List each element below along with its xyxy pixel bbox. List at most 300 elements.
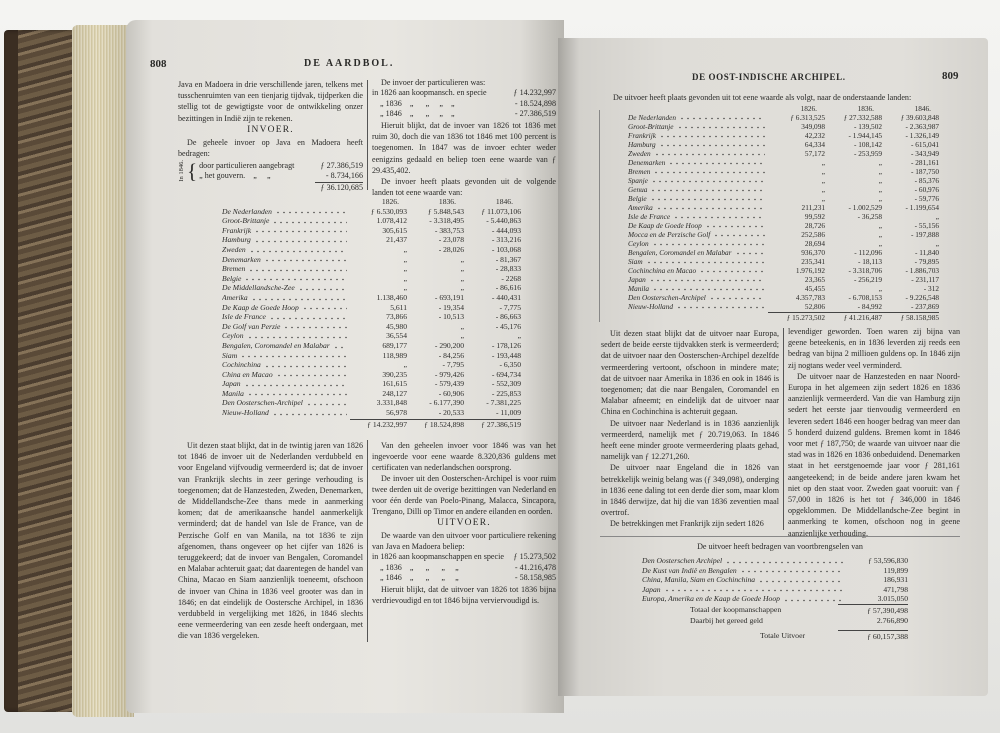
export-table-country-name: Genua xyxy=(628,185,648,194)
export-table-value: - 36,258 xyxy=(857,212,882,221)
export-table-total-value: ƒ 58.158,985 xyxy=(882,312,939,322)
export-table-value: - 85,376 xyxy=(914,176,939,185)
uitvoer-line xyxy=(372,573,556,584)
import-table-value: - 693,191 xyxy=(434,292,464,302)
import-table-total-value: ƒ 27.386,519 xyxy=(464,419,521,430)
export-table-row xyxy=(628,140,940,149)
export-table-country-cell xyxy=(628,140,768,149)
export-analysis-paragraph: Uit dezen staat blijkt dat de uitvoer naar Europa, sedert de beide eerste tijdvakken sterk is vermeerderd; dat de uitvoer naar den Oosterschen-Archipel dezelfde vermeerdering vertoont, ofschoon in mindere mate; dat de uitvoer naar Amerika in 1836 en ook in 1846 is toegenomen; dat die naar Bengalen, Coromandel en Malabar afneemt; en eindelijk dat de uitvoer naar China en Cochinchina is achteruit gegaan. xyxy=(601,329,779,417)
import-table-value: 5,611 xyxy=(390,302,407,312)
import-table-country-name: De Golf van Perzie xyxy=(222,321,281,331)
summary-dot-leader xyxy=(758,580,843,583)
left-top-column xyxy=(178,79,363,193)
import-table-row xyxy=(222,398,522,408)
import-table-country-cell xyxy=(222,216,350,226)
export-table-country-name: Japan xyxy=(628,275,646,284)
export-table-row xyxy=(628,248,940,257)
export-table-value: 28,726 xyxy=(804,221,825,230)
import-table-value: - 45,176 xyxy=(495,321,521,331)
import-table-dot-leader xyxy=(302,307,347,310)
export-table-header xyxy=(628,104,940,113)
import-table-value: 56,978 xyxy=(386,408,407,418)
export-table-intro-block xyxy=(604,92,964,103)
export-summary-list xyxy=(642,556,908,604)
import-table-row xyxy=(222,283,522,293)
export-table-row xyxy=(628,284,940,293)
export-table-row xyxy=(628,275,940,284)
summary-dot-leader xyxy=(740,570,843,573)
export-table-year-label: 1846. xyxy=(914,104,931,113)
export-table-value: 42,232 xyxy=(804,131,825,140)
export-table-row xyxy=(628,113,940,122)
export-table-value: 235,341 xyxy=(801,257,825,266)
particulieren-line-value: ƒ 14.232,997 xyxy=(513,88,556,98)
export-table-value: „ xyxy=(821,158,825,167)
import-table-country-name: Zweden xyxy=(222,244,246,254)
export-table-dot-leader xyxy=(659,144,765,147)
export-table-row xyxy=(628,185,940,194)
export-table-value: - 11,840 xyxy=(914,248,939,257)
import-table-country-cell xyxy=(222,245,350,255)
book-cover xyxy=(4,30,80,712)
export-analysis-paragraph: De uitvoer naar Nederland is in 1836 aanzienlijk vermeerderd, namelijk met ƒ 20.719,063. In 1846 heeft eene minder groote vermeerdering plaats gehad, namelijk van ƒ 12.271,260. xyxy=(601,418,779,462)
export-table-country-name: Zweden xyxy=(628,149,651,158)
export-table-value: - 9.226,548 xyxy=(905,293,939,302)
export-table-country-cell xyxy=(628,257,768,266)
import-table-value: - 313,216 xyxy=(491,235,521,245)
export-table-country-name: Spanje xyxy=(628,176,648,185)
export-table-value: 936,370 xyxy=(801,248,825,257)
export-table-country-cell xyxy=(628,203,768,212)
export-table-country-cell xyxy=(628,275,768,284)
export-table-dot-leader xyxy=(650,189,765,192)
import-table-value: „ xyxy=(460,264,464,274)
export-summary-totals xyxy=(690,604,908,641)
export-table-row xyxy=(628,131,940,140)
import-table-value: - 11,009 xyxy=(495,408,521,418)
import-table-dot-leader xyxy=(254,240,347,243)
export-table-value: „ xyxy=(878,194,882,203)
summary-item xyxy=(642,594,908,604)
uitvoer-heading: UITVOER. xyxy=(437,518,491,528)
export-table-country-name: Manila xyxy=(628,284,650,293)
particulieren-line-label: „ 1836 „ „ „ „ xyxy=(380,98,455,108)
uitvoer-line-label: in 1826 aan koopmanschappen en specie xyxy=(372,552,504,561)
summary-item-label: De Kust van Indië en Bengalen xyxy=(642,565,737,575)
export-table-dot-leader xyxy=(651,180,765,183)
export-table-country-cell xyxy=(628,149,768,158)
export-table-country-name: Belgie xyxy=(628,194,647,203)
import-table-country-cell xyxy=(222,274,350,284)
import-table-year-label: 1846. xyxy=(495,197,513,206)
export-table-value: - 312 xyxy=(923,284,939,293)
invoer-total-value: ƒ 36.120,685 xyxy=(315,182,364,192)
export-table-value: 99,592 xyxy=(804,212,825,221)
import-table-value: - 5.440,863 xyxy=(486,216,521,226)
import-table-dot-leader xyxy=(248,269,347,272)
summary-item-label: China, Manila, Siam en Cochinchina xyxy=(642,575,756,585)
import-table-value: „ xyxy=(460,321,464,331)
particulieren-line xyxy=(372,99,556,110)
export-table-row xyxy=(628,302,940,311)
import-table-value: 689,177 xyxy=(382,340,407,350)
import-table-value: 161,615 xyxy=(382,379,407,389)
invoer-lines xyxy=(199,161,363,182)
import-table-value: - 3.318,495 xyxy=(429,216,464,226)
import-table-country-cell xyxy=(222,389,350,399)
export-table-country-name: Ceylon xyxy=(628,239,649,248)
import-table-dot-leader xyxy=(249,250,347,253)
import-table-row xyxy=(222,226,522,236)
export-table-country-cell xyxy=(628,113,768,122)
export-table-value: „ xyxy=(878,158,882,167)
import-table-value: - 28,026 xyxy=(438,244,464,254)
export-table-country-name: De Nederlanden xyxy=(628,113,677,122)
invoer-line xyxy=(199,161,363,172)
import-table-country-cell xyxy=(222,408,350,418)
summary-item-label: Europa, Amerika en de Kaap de Goede Hoop xyxy=(642,594,780,604)
import-table-row xyxy=(222,389,522,399)
import-table-value: - 7.381,225 xyxy=(486,398,521,408)
uitvoer-line-value: - 41.216,478 xyxy=(514,562,556,572)
export-table-dot-leader xyxy=(709,297,765,300)
summary-item xyxy=(642,585,908,595)
export-table-country-name: Amerika xyxy=(628,203,653,212)
import-table-country-name: Japan xyxy=(222,379,241,389)
export-table-country-cell xyxy=(628,212,768,221)
export-table-row xyxy=(628,266,940,275)
import-table-value: 248,127 xyxy=(382,388,407,398)
import-table-row xyxy=(222,370,522,380)
column-rule xyxy=(783,328,784,530)
export-table-intro: De uitvoer heeft plaats gevonden uit tot eene waarde als volgt, naar de onderstaande landen: xyxy=(613,93,912,102)
export-table-row xyxy=(628,176,940,185)
export-table-value: „ xyxy=(821,185,825,194)
export-table-row xyxy=(628,293,940,302)
import-table-country-name: Frankrijk xyxy=(222,225,252,235)
import-table-value: - 444,093 xyxy=(491,225,521,235)
import-table-dot-leader xyxy=(283,326,347,329)
export-table-value: - 343,949 xyxy=(911,149,939,158)
export-table-value: - 60,976 xyxy=(914,185,939,194)
summary-dot-leader xyxy=(725,561,843,564)
export-table-value: 211,231 xyxy=(801,203,825,212)
intro-paragraph: Java en Madoera in drie verschillende jaren, telkens met tusschenruimten van een tienjarig tijdvak, tijdperken die stellig tot de gewigtigste voor de ontwikkeling onzer bezittingen in Indië zijn te rekenen. xyxy=(178,80,363,123)
left-bottom-column xyxy=(178,440,363,642)
import-table-dot-leader xyxy=(276,374,347,377)
import-table-country-cell xyxy=(222,235,350,245)
export-table-value: 23,365 xyxy=(804,275,825,284)
import-table-country-cell xyxy=(222,322,350,332)
invoer-line-value: - 8.734,166 xyxy=(325,171,363,181)
invoer-1846-block xyxy=(178,160,363,182)
import-table-value: - 7,775 xyxy=(499,302,521,312)
export-table-country-cell xyxy=(628,176,768,185)
import-table-country-cell xyxy=(222,207,350,217)
export-analysis-paragraph: De uitvoer naar Engeland die in 1826 van betrekkelijk weinig belang was (ƒ 349,098), onderging in 1836 eene daling tot een derde dier som, maar klom in 1846 derwijze, dat hij die van 1836 zeventien maal overtrof. xyxy=(601,463,779,518)
export-table-value: ƒ 6.313,525 xyxy=(790,113,825,122)
import-table-value: - 86,663 xyxy=(495,312,521,322)
export-table-country-name: Mocca en de Perzische Golf xyxy=(628,230,711,239)
export-table-value: „ xyxy=(878,167,882,176)
import-table-row xyxy=(222,379,522,389)
export-table-country-cell xyxy=(628,131,768,140)
export-table-dot-leader xyxy=(679,117,765,120)
import-table-country-cell xyxy=(222,264,350,274)
export-table-value: „ xyxy=(878,284,882,293)
uitvoer-text: De waarde van den uitvoer voor particuliere rekening van Java en Madoera beliep: xyxy=(372,531,556,551)
import-table-row xyxy=(222,331,522,341)
import-table-value: - 84,256 xyxy=(438,350,464,360)
import-table-dot-leader xyxy=(240,355,347,358)
export-table-country-cell xyxy=(628,284,768,293)
export-analysis-paragraph: De betrekkingen met Frankrijk zijn sedert 1826 xyxy=(610,519,764,529)
export-table-row xyxy=(628,203,940,212)
export-table-country-name: De Kaap de Goede Hoop xyxy=(628,221,702,230)
import-table-row xyxy=(222,341,522,351)
import-table-row xyxy=(222,303,522,313)
import-table-dot-leader xyxy=(272,221,347,224)
export-table-country-cell xyxy=(628,167,768,176)
import-table-country-name: Belgie xyxy=(222,273,242,283)
export-table-value: - 18,113 xyxy=(857,257,882,266)
section-rule xyxy=(600,536,960,537)
import-table-value: - 193,448 xyxy=(491,350,521,360)
year-label: In 1846. xyxy=(178,160,185,183)
export-table-dot-leader xyxy=(677,126,765,129)
export-table-year-label: 1826. xyxy=(800,104,817,113)
import-table-dot-leader xyxy=(269,317,347,320)
import-table-country-name: Cochinchina xyxy=(222,360,261,370)
export-table-value: - 1.199,654 xyxy=(905,203,939,212)
export-table-value: - 197,888 xyxy=(911,230,939,239)
export-table-dot-leader xyxy=(646,261,765,264)
export-table-value: - 139,502 xyxy=(854,122,882,131)
uitvoer-line-value: - 58.158,985 xyxy=(514,573,556,583)
import-table-value: 1.138,460 xyxy=(376,292,407,302)
export-table-dot-leader xyxy=(699,270,765,273)
import-table-value: „ xyxy=(460,331,464,341)
import-table-country-name: Bengalen, Coromandel en Malabar xyxy=(222,340,330,350)
import-table-value: „ xyxy=(403,273,407,283)
column-rule xyxy=(367,80,368,190)
export-table-country-name: Nieuw-Holland xyxy=(628,302,673,311)
import-table-row xyxy=(222,408,522,418)
export-table-total-value: ƒ 15.273,502 xyxy=(768,312,825,322)
export-table-country-cell xyxy=(628,221,768,230)
uitvoer-growth-paragraph: Hieruit blijkt, dat de uitvoer van 1826 tot 1836 bijna verdrievoudigd en tot 1846 bijna verviervoudigd is. xyxy=(372,584,556,605)
import-table-value: - 178,126 xyxy=(491,340,521,350)
invoer-heading: INVOER. xyxy=(247,124,294,135)
export-table-value: - 84,992 xyxy=(857,302,882,311)
import-table-country-cell xyxy=(222,351,350,361)
invoer-line xyxy=(199,171,363,182)
import-table-dot-leader xyxy=(306,403,347,406)
uitvoer-line-label: „ 1836 „ „ „ „ xyxy=(380,562,459,572)
import-table-value: - 103,068 xyxy=(491,244,521,254)
running-head-right: DE OOST-INDISCHE ARCHIPEL. xyxy=(692,72,846,82)
export-table-value: ƒ 39.603,848 xyxy=(900,113,939,122)
export-table-value: - 187,750 xyxy=(911,167,939,176)
export-table-value: „ xyxy=(821,167,825,176)
export-table-value: 349,098 xyxy=(801,122,825,131)
import-table-value: - 7,795 xyxy=(442,360,464,370)
export-table-totals-row xyxy=(628,313,940,322)
export-table-value: - 6.708,153 xyxy=(848,293,882,302)
import-table-country-cell xyxy=(222,398,350,408)
particulieren-line xyxy=(372,88,556,99)
invoer-line-label: door particulieren aangebragt xyxy=(199,160,295,170)
page-edges xyxy=(72,25,134,717)
import-table-value: - 19,354 xyxy=(438,302,464,312)
import-table-country-name: Ceylon xyxy=(222,331,244,341)
import-table-total-value: ƒ 14.232,997 xyxy=(350,419,407,430)
particulieren-line xyxy=(372,109,556,120)
import-table-row xyxy=(222,293,522,303)
export-table-value: „ xyxy=(878,221,882,230)
export-table-row xyxy=(628,158,940,167)
import-table-value: - 6.177,390 xyxy=(429,398,464,408)
summary-item xyxy=(642,566,908,576)
particulieren-line-value: - 18.524,898 xyxy=(514,98,556,108)
export-table-country-cell xyxy=(628,158,768,167)
cash-value: 2.766,890 xyxy=(876,616,908,625)
import-table-value: ƒ 6.530,093 xyxy=(370,206,407,216)
export-table-total-value: ƒ 41.216,487 xyxy=(825,312,882,322)
import-table-country-name: Groot-Brittanje xyxy=(222,216,270,226)
import-analysis: Uit dezen staat blijkt, dat in de twintig jaren van 1826 tot 1846 de invoer uit de Nederlanden verdubbeld en voor Engeland vijfvoudig vermeerderd is; dat de invoer van Frankrijk slechts in zeer geringe verhouding is toegenomen; dat de Hanzesteden, Zweden, Denemarken, de Middellandsche-Zee thans mede in aanmerking komen; dat de amerikaansche handel aanmerkelijk verminderd; dat de handel van Isle de France, van de Perzische Golf en van Manila, na tot 1836 te zijn afgenomen, thans ongeveer op het cijfer van 1826 is teruggekeerd; dat de invoer van Bengalen, Coromandel en Malabar achteruit gaat; dat daarentegen de handel van China, Macao en Siam aanzienlijk toeneemt, ofschoon de invoer van China in 1836 veel grooter was dan in 1846; en dat eindelijk de Oostersche Archipel, in 1836 verdubbeld in vergelijking met 1826, in 1846 slechts eene vermeerdering van een zesde heeft ondergaan, met die van 1836 vergeleken. xyxy=(178,441,363,641)
export-table-country-name: Bremen xyxy=(628,167,651,176)
import-table-country-name: Denemarken xyxy=(222,254,261,264)
summary-item-label: Den Oosterschen Archipel xyxy=(642,556,723,565)
export-table-dot-leader xyxy=(735,252,766,255)
export-table-country-name: Bengalen, Coromandel en Malabar xyxy=(628,248,732,257)
export-table-value: - 1.886,703 xyxy=(905,266,939,275)
import-table-country-cell xyxy=(222,312,350,322)
import-table-dot-leader xyxy=(272,413,347,416)
import-table-value: - 6,350 xyxy=(499,360,521,370)
import-table-value: 21,437 xyxy=(386,235,407,245)
export-table-country-cell xyxy=(628,122,768,131)
export-table-row xyxy=(628,257,940,266)
import-table-row xyxy=(222,360,522,370)
export-table-value: - 253,959 xyxy=(854,149,882,158)
import-table-country-name: Nieuw-Holland xyxy=(222,408,269,418)
export-table-value: - 1.326,149 xyxy=(905,131,939,140)
import-table-value: „ xyxy=(403,264,407,274)
import-table-country-name: Siam xyxy=(222,350,238,360)
right-bottom-column xyxy=(372,440,556,606)
export-table-value: - 2.363,987 xyxy=(905,122,939,131)
summary-intro-block xyxy=(600,541,960,552)
import-table-total-value: ƒ 18.524,898 xyxy=(407,419,464,430)
export-table-dot-leader xyxy=(659,135,765,138)
import-table-value: „ xyxy=(403,254,407,264)
import-table-value: - 552,309 xyxy=(491,379,521,389)
import-table-intro: De invoer heeft plaats gevonden uit de volgende landen tot eene waarde van: xyxy=(372,177,556,198)
export-table-value: „ xyxy=(878,176,882,185)
import-table-year-label: 1836. xyxy=(438,197,456,206)
export-table-country-cell xyxy=(628,239,768,248)
import-table-row xyxy=(222,264,522,274)
import-table-totals-row xyxy=(222,420,522,430)
import-table-value: - 2268 xyxy=(501,273,521,283)
export-table xyxy=(628,104,940,322)
import-table-country-name: Den Oosterschen-Archipel xyxy=(222,398,303,408)
import-table-value: - 23,078 xyxy=(438,235,464,245)
export-table-dot-leader xyxy=(652,288,765,291)
import-table-dot-leader xyxy=(247,393,347,396)
summary-dot-leader xyxy=(664,589,843,592)
import-table-dot-leader xyxy=(264,259,347,262)
import-table-dot-leader xyxy=(275,211,347,214)
import-table-value: - 290,200 xyxy=(434,340,464,350)
particulieren-line-label: „ 1846 „ „ „ „ xyxy=(380,109,455,119)
right-top-column xyxy=(372,77,556,198)
export-table-value: „ xyxy=(878,185,882,194)
export-table-value: „ xyxy=(935,212,939,221)
import-table-country-name: Bremen xyxy=(222,264,246,274)
import-table-row xyxy=(222,245,522,255)
invoer-line-label: „ het gouvern. „ „ xyxy=(199,171,271,181)
summary-item xyxy=(642,556,908,566)
export-table-country-name: Frankrijk xyxy=(628,131,656,140)
import-table-country-cell xyxy=(222,255,350,265)
growth-paragraph: Hieruit blijkt, dat de invoer van 1826 tot 1836 met ruim 30, doch die van 1836 tot 1846 met 100 percent is toegenomen. In 1847 was de invoer echter weder eenigzins gedaald en beliep toen eene waarde van ƒ 29.435,402. xyxy=(372,120,556,175)
export-table-country-name: Hamburg xyxy=(628,140,656,149)
export-table-country-cell xyxy=(628,230,768,239)
uitvoer-line-label: „ 1846 „ „ „ „ xyxy=(380,573,459,583)
export-table-row xyxy=(628,149,940,158)
import-table-country-name: Isle de France xyxy=(222,312,266,322)
import-table-dot-leader xyxy=(251,298,347,301)
import-table xyxy=(222,197,522,429)
import-table-country-cell xyxy=(222,360,350,370)
subtotal-label: Totaal der koopmanschappen xyxy=(690,605,782,614)
export-table-country-name: Denemarken xyxy=(628,158,666,167)
export-table-country-cell xyxy=(628,194,768,203)
export-table-row xyxy=(628,221,940,230)
uitvoer-line xyxy=(372,552,556,563)
import-table-value: ƒ 11.073,106 xyxy=(481,206,521,216)
export-table-value: 57,172 xyxy=(804,149,825,158)
export-table-value: - 108,142 xyxy=(854,140,882,149)
summary-item-value: 471,798 xyxy=(883,584,908,594)
import-table-year-label: 1826. xyxy=(381,197,399,206)
export-table-country-name: Cochinchina en Macao xyxy=(628,266,697,275)
summary-item-value: 119,899 xyxy=(883,565,908,575)
summary-dot-leader xyxy=(783,599,843,602)
export-table-country-cell xyxy=(628,293,768,302)
export-table-dot-leader xyxy=(713,234,765,237)
subtotal-value: ƒ 57,390,498 xyxy=(838,604,908,615)
export-analysis-paragraph: levendiger geworden. Toen waren zij bijna van geene beteekenis, en in 1836 leverden zij reeds een bedrag van bijna 2 millioen guldens op. In 1846 zijn zij nogtans weder veel verminderd. xyxy=(788,327,960,370)
export-table-value: „ xyxy=(821,176,825,185)
export-table-dot-leader xyxy=(650,198,765,201)
export-table-value: 252,586 xyxy=(801,230,825,239)
export-table-value: - 615,041 xyxy=(911,140,939,149)
import-table-value: „ xyxy=(403,244,407,254)
particulieren-line-value: - 27.386,519 xyxy=(514,109,556,119)
import-table-country-name: Manila xyxy=(222,388,244,398)
export-table-dot-leader xyxy=(668,162,765,165)
import-table-value: - 225,853 xyxy=(491,388,521,398)
export-table-year-label: 1836. xyxy=(857,104,874,113)
import-table-value: „ xyxy=(460,273,464,283)
certificates-paragraph: Van den geheelen invoer voor 1846 was van het ingevoerde voor eene waarde 8.320,836 guldens met certificaten van nederlandschen oorsprong. xyxy=(372,441,556,472)
import-table-value: - 81,367 xyxy=(495,254,521,264)
export-table-dot-leader xyxy=(656,207,765,210)
